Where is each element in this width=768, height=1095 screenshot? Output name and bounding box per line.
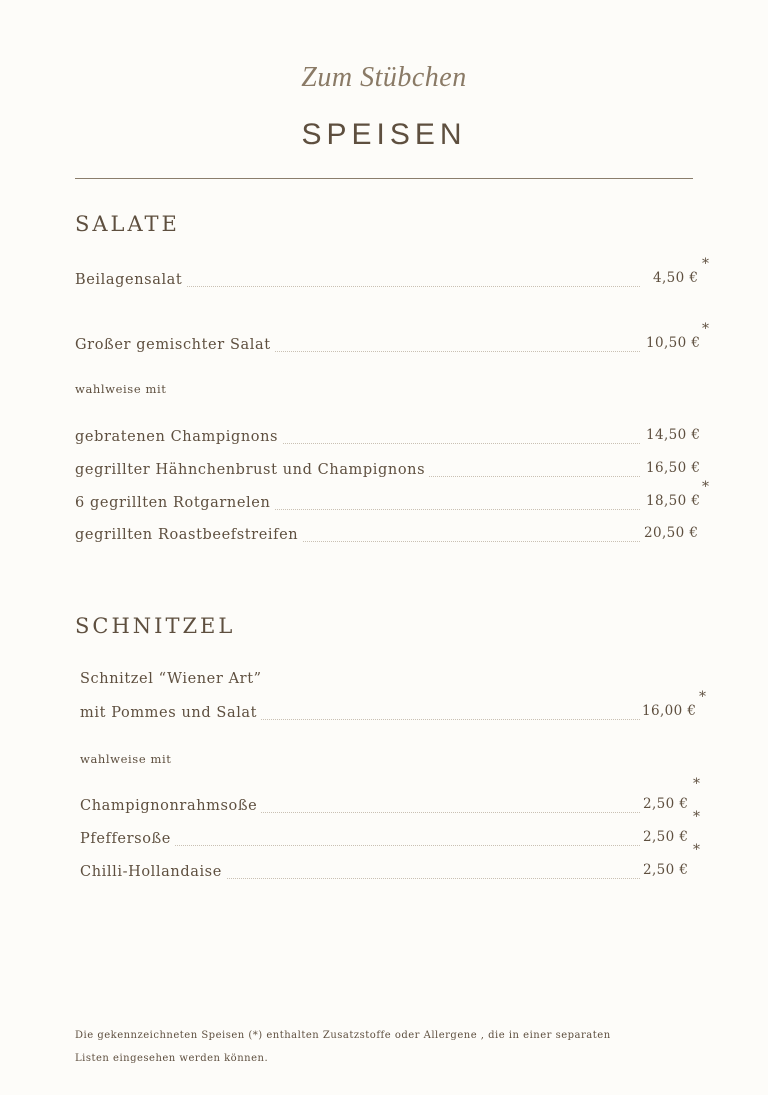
allergen-marker: * [702, 479, 709, 495]
footnote-line-2: Listen eingesehen werden können. [75, 1053, 269, 1064]
allergen-marker: * [702, 321, 709, 337]
item-price: 4,50 € [653, 270, 699, 286]
item-price: 10,50 € [646, 335, 701, 351]
page-title: SPEISEN [301, 118, 467, 151]
item-name: gegrillter Hähnchenbrust und Champignons [75, 462, 429, 478]
item-price: 2,50 € [643, 862, 689, 878]
allergen-marker: * [693, 809, 700, 825]
allergen-marker: * [693, 842, 700, 858]
option-label: wahlweise mit [75, 382, 167, 396]
section-title-schnitzel: SCHNITZEL [75, 614, 236, 638]
menu-item [75, 256, 715, 290]
item-price: 2,50 € [643, 829, 689, 845]
allergen-footnote [75, 1024, 695, 1070]
allergen-marker: * [693, 776, 700, 792]
section-title-salate: SALATE [75, 212, 180, 236]
menu-item [80, 689, 715, 723]
item-price: 16,00 € [642, 703, 697, 719]
header-divider [75, 178, 693, 179]
restaurant-name: Zum Stübchen [301, 62, 467, 93]
option-label: wahlweise mit [80, 752, 172, 766]
option-item [75, 479, 715, 513]
item-name: gegrillten Roastbeefstreifen [75, 527, 302, 543]
item-name: Chilli-Hollandaise [80, 864, 226, 880]
item-name: mit Pommes und Salat [80, 705, 261, 721]
item-name: 6 gegrillten Rotgarnelen [75, 495, 274, 511]
allergen-marker: * [699, 689, 706, 705]
item-price: 16,50 € [646, 460, 701, 476]
item-name: gebratenen Champignons [75, 429, 282, 445]
option-item [80, 776, 715, 816]
option-item [75, 519, 715, 545]
footnote-line-1: Die gekennzeichneten Speisen (*) enthalten Zusatzstoffe oder Allergene , die in einer separaten [75, 1030, 611, 1041]
item-price: 14,50 € [646, 427, 701, 443]
item-price: 20,50 € [644, 525, 699, 541]
item-name-line1: Schnitzel “Wiener Art” [80, 671, 262, 687]
option-item [80, 842, 715, 882]
item-name: Beilagensalat [75, 272, 186, 288]
option-item [75, 421, 715, 447]
item-name: Pfeffersoße [80, 831, 175, 847]
item-price: 2,50 € [643, 796, 689, 812]
item-name: Champignonrahmsoße [80, 798, 261, 814]
item-name: Großer gemischter Salat [75, 337, 275, 353]
item-price: 18,50 € [646, 493, 701, 509]
allergen-marker: * [702, 256, 709, 272]
menu-item [75, 321, 715, 355]
option-item [75, 454, 715, 480]
option-item [80, 809, 715, 849]
